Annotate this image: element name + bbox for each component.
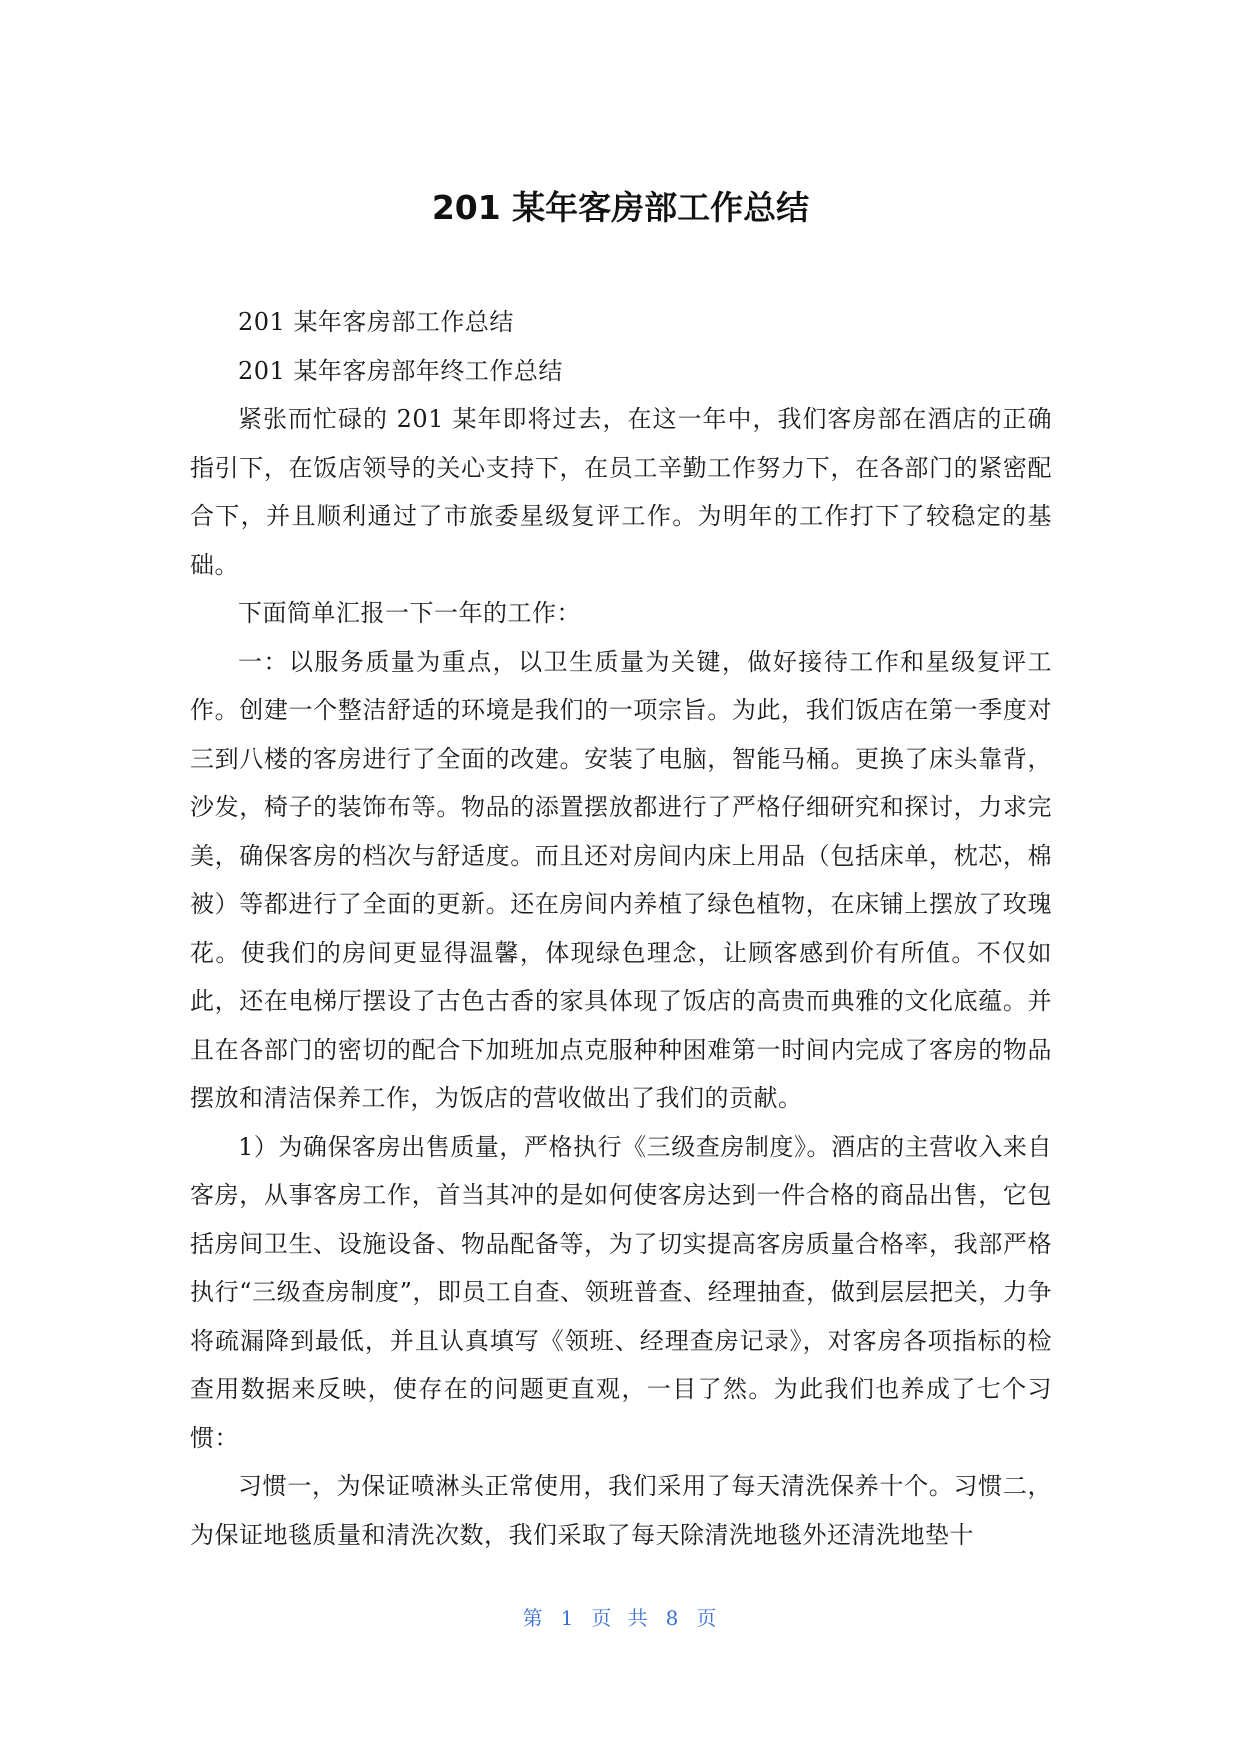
- paragraph: 习惯一，为保证喷淋头正常使用，我们采用了每天清洗保养十个。习惯二，为保证地毯质量和清洗次数，我们采取了每天除清洗地毯外还清洗地垫十: [190, 1472, 1052, 1549]
- paragraph: 201 某年客房部工作总结: [238, 308, 514, 336]
- paragraph: 一：以服务质量为重点，以卫生质量为关键，做好接待工作和星级复评工作。创建一个整洁舒适的环境是我们的一项宗旨。为此，我们饭店在第一季度对三到八楼的客房进行了全面的改建。安装了电脑，智能马桶。更换了床头靠背，沙发，椅子的装饰布等。物品的添置摆放都进行了严格仔细研究和探讨，力求完美，确保客房的档次与舒适度。而且还对房间内床上用品（包括床单，枕芯，棉被）等都进行了全面的更新。还在房间内养植了绿色植物，在床铺上摆放了玫瑰花。使我们的房间更显得温馨，体现绿色理念，让顾客感到价有所值。不仅如此，还在电梯厅摆设了古色古香的家具体现了饭店的高贵而典雅的文化底蕴。并且在各部门的密切的配合下加班加点克服种种困难第一时间内完成了客房的物品摆放和清洁保养工作，为饭店的营收做出了我们的贡献。: [190, 647, 1052, 1112]
- footer-total-pages: 8: [665, 1606, 681, 1630]
- paragraph: 1）为确保客房出售质量，严格执行《三级查房制度》。酒店的主营收入来自客房，从事客房工作，首当其冲的是如何使客房达到一件合格的商品出售，它包括房间卫生、设施设备、物品配备等，为了切实提高客房质量合格率，我部严格执行“三级查房制度”，即员工自查、领班普查、经理抽查，做到层层把关，力争将疏漏降到最低，并且认真填写《领班、经理查房记录》，对客房各项指标的检查用数据来反映，使存在的问题更直观，一目了然。为此我们也养成了七个习惯：: [190, 1132, 1052, 1452]
- paragraph: 201 某年客房部年终工作总结: [238, 356, 563, 385]
- footer-label-end: 页: [696, 1606, 719, 1630]
- footer-label-of: 页 共: [591, 1606, 650, 1630]
- footer-current-page: 1: [560, 1606, 576, 1630]
- page-footer: [0, 1604, 1241, 1632]
- footer-label-page: 第: [522, 1606, 545, 1630]
- document-body: [190, 298, 1052, 1559]
- document-title: 201 某年客房部工作总结: [431, 188, 810, 227]
- paragraph: 紧张而忙碌的 201 某年即将过去，在这一年中，我们客房部在酒店的正确指引下，在饭店领导的关心支持下，在员工辛勤工作努力下，在各部门的紧密配合下，并且顺利通过了市旅委星级复评工作。为明年的工作打下了较稳定的基础。: [190, 405, 1052, 579]
- paragraph: 下面简单汇报一下一年的工作：: [238, 599, 581, 627]
